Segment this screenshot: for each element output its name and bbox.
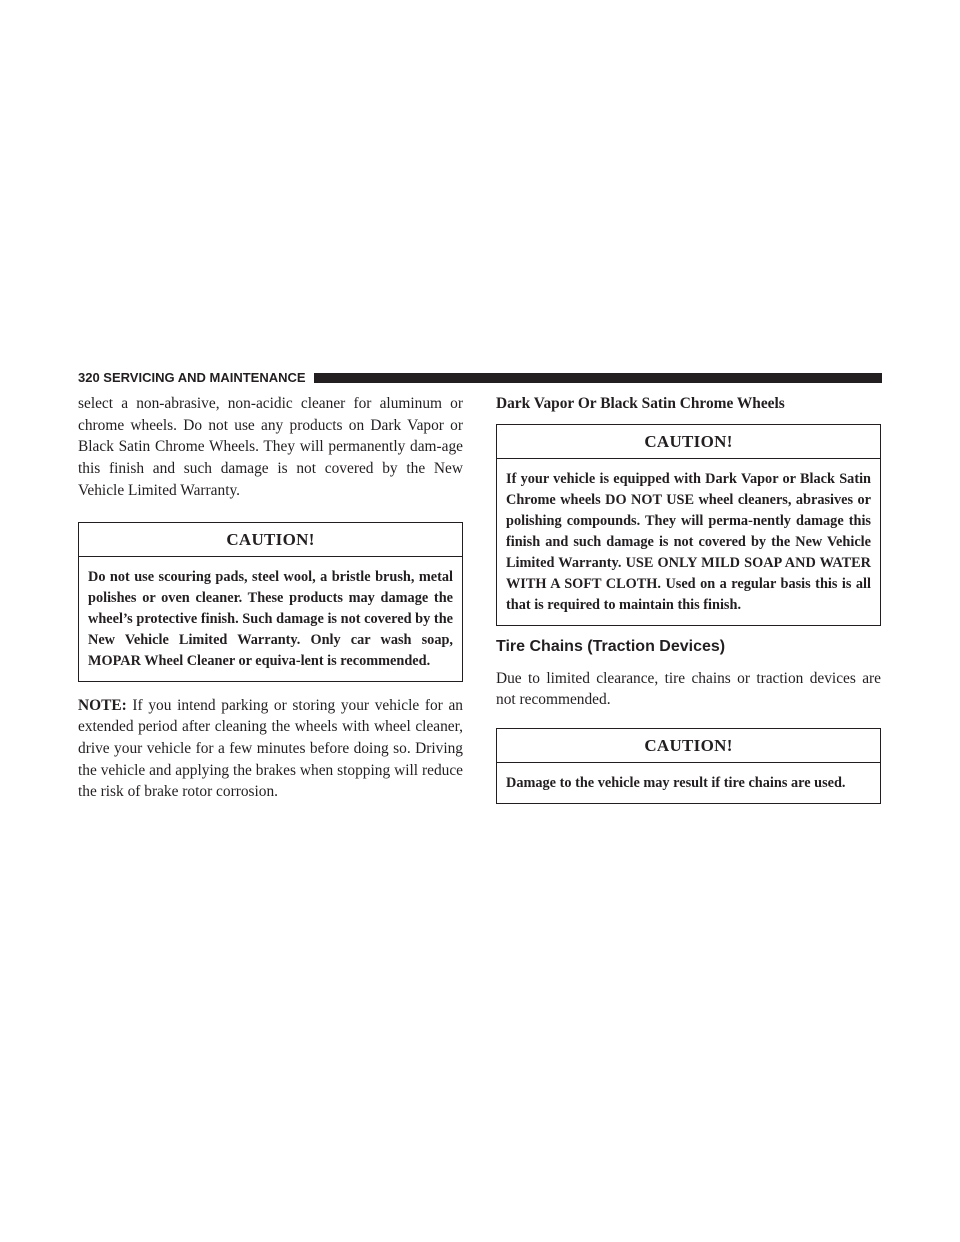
- tire-chains-paragraph: Due to limited clearance, tire chains or traction devices are not recommended.: [496, 669, 881, 709]
- header-rule-bar: [314, 373, 882, 383]
- caution-title: CAUTION!: [497, 729, 880, 763]
- page-number-section-title: 320 SERVICING AND MAINTENANCE: [78, 370, 306, 385]
- note-label: NOTE:: [78, 696, 127, 714]
- caution-title: CAUTION!: [497, 425, 880, 459]
- caution-title: CAUTION!: [79, 523, 462, 557]
- caution-box-tire-chains: [496, 728, 881, 804]
- section-heading-tire-chains: Tire Chains (Traction Devices): [496, 637, 726, 655]
- left-column: [78, 393, 463, 803]
- right-column: [496, 393, 881, 804]
- intro-paragraph: select a non-abrasive, non-acidic cleaner for aluminum or chrome wheels. Do not use any products on Dark Vapor or Black Satin Chrome Wheels. They will permanently dam-age this finish and such damage is not covered by the New Vehicle Limited Warranty.: [78, 395, 463, 499]
- page-header: [78, 370, 882, 386]
- subheading-dark-vapor-wheels: Dark Vapor Or Black Satin Chrome Wheels: [496, 395, 785, 412]
- caution-box-dark-vapor: [496, 424, 881, 626]
- note-text: If you intend parking or storing your vehicle for an extended period after cleaning the wheels with wheel cleaner, drive your vehicle for a few minutes before doing so. Driving the vehicle and applying the brakes when stopping will reduce the risk of brake rotor corrosion.: [78, 696, 463, 801]
- caution-body: Damage to the vehicle may result if tire chains are used.: [506, 775, 846, 792]
- note-paragraph: [78, 695, 463, 804]
- caution-body: Do not use scouring pads, steel wool, a bristle brush, metal polishes or oven cleaner. These products may damage the wheel’s protective finish. Such damage is not covered by the New Vehicle Limited Warranty. Only car wash soap, MOPAR Wheel Cleaner or equiva-lent is recommended.: [88, 568, 453, 669]
- caution-box-wheel-cleaning: [78, 522, 463, 682]
- caution-body: If your vehicle is equipped with Dark Vapor or Black Satin Chrome wheels DO NOT USE wheel cleaners, abrasives or polishing compounds. They will perma-nently damage this finish and such damage is not covered by the New Vehicle Limited Warranty. USE ONLY MILD SOAP AND WATER WITH A SOFT CLOTH. Used on a regular basis this is all that is required to maintain this finish.: [506, 470, 871, 613]
